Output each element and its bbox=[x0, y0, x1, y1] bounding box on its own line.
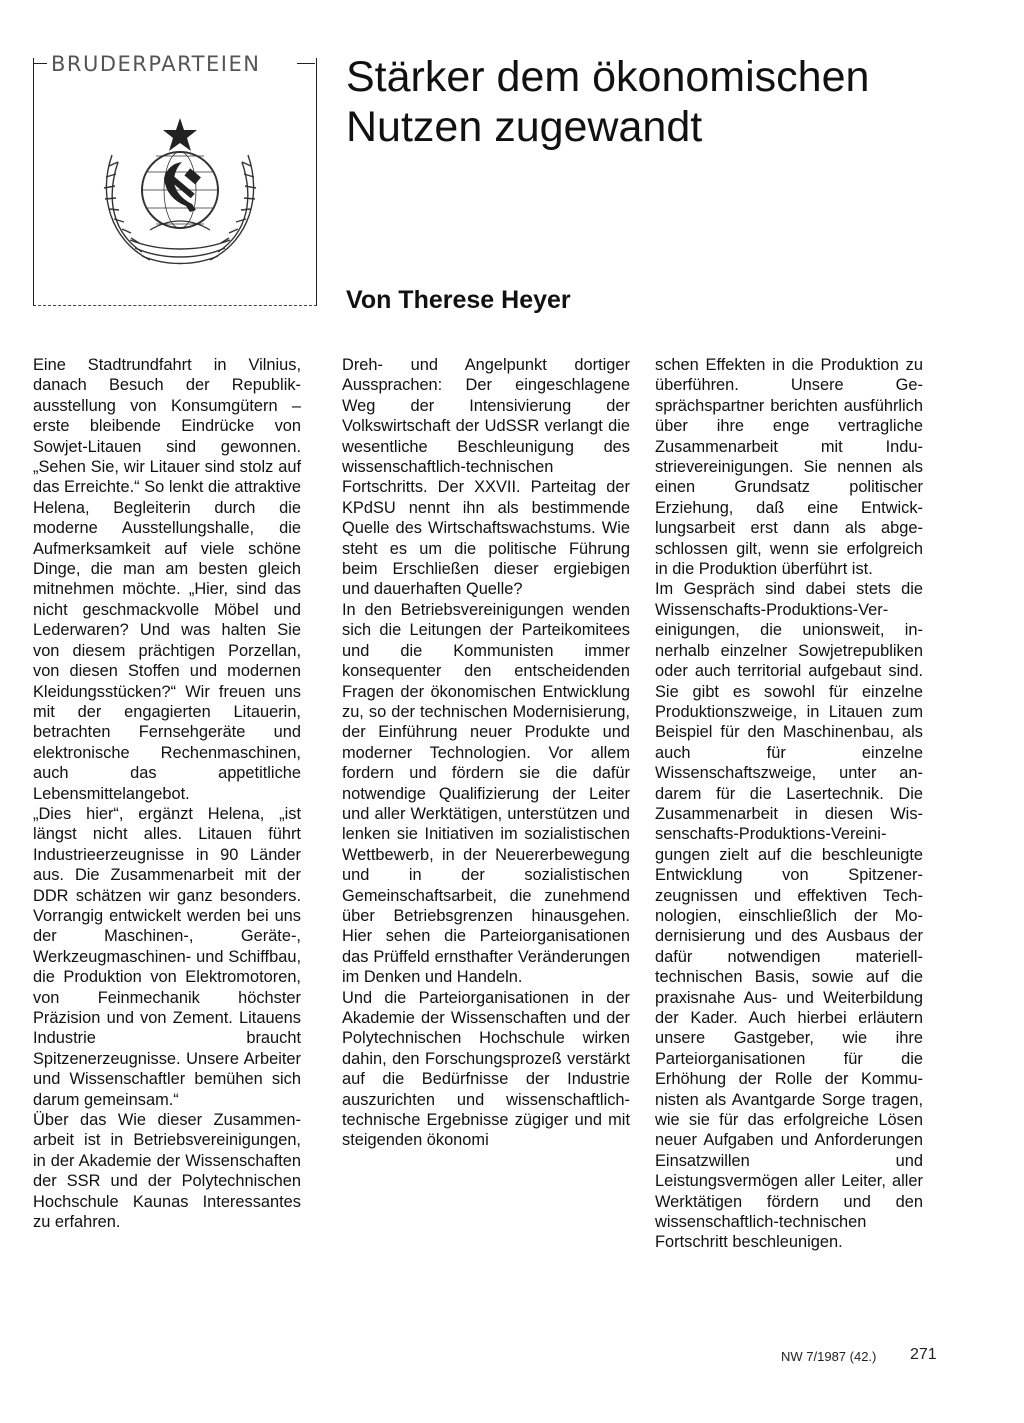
rubric-frame-line bbox=[33, 63, 47, 64]
paragraph: Über das Wie dieser Zusammenarbeit ist in Betriebsvereinigungen, in der Akademie der Wissenschaften der SSR und der Polytechnischen Hochschule Kaunas Interessantes zu erfahren. bbox=[33, 1111, 301, 1232]
article-headline bbox=[346, 52, 986, 152]
paragraph: schen Effekten in die Produktion zu überführen. Unsere Gesprächspartner berichten ausführlich über ihre enge vertragliche Zusammenarbeit mit Industrievereinigungen. Sie nennen als einen Grundsatz politischer Erziehung, daß eine Entwicklungsarbeit erst dann als abgeschlossen gilt, wenn sie erfolgreich in die Produktion überführt ist. bbox=[655, 356, 923, 579]
paragraph: Eine Stadtrundfahrt in Vilnius, danach Besuch der Republikausstellung von Konsumgütern – erste bleibende Eindrücke von Sowjet-Litauen sind gewonnen. „Sehen Sie, wir Litauer sind stolz auf das Erreichte.“ So lenkt die attraktive Helena, Begleiterin durch die moderne Ausstellungshalle, die Aufmerksamkeit auf viele schöne Dinge, die man am besten gleich mitnehmen möchte. „Hier, sind das nicht geschmackvolle Möbel und Lederwaren? Und was halten Sie von diesem prächtigen Porzellan, von diesen Stoffen und modernen Kleidungsstücken?“ Wir freuen uns mit der engagierten Litauerin, betrachten Fernsehgeräte und elektronische Rechenmaschinen, auch das appetitliche Lebensmittelangebot. bbox=[33, 356, 301, 803]
headline-line: Stärker dem ökonomischen bbox=[346, 53, 870, 101]
paragraph: Dreh- und Angelpunkt dortiger Aussprachen: Der eingeschlagene Weg der Intensivierung der Volkswirtschaft der UdSSR verlangt die wesentliche Beschleunigung des wissenschaftlich-technischen Fortschritts. Der XXVII. Parteitag der KPdSU nennt ihn als bestimmende Quelle des Wirtschaftswachstums. Wie steht es um die politische Führung beim Erschließen dieser ergiebigen und dauerhaften Quelle? bbox=[342, 356, 630, 599]
rubric-label: BRUDERPARTEIEN bbox=[51, 52, 261, 76]
paragraph: In den Betriebsvereinigungen wenden sich die Leitungen der Parteikomitees und die Kommunisten immer konsequenter den entscheidenden Fragen der ökonomischen Entwicklung zu, so der technischen Modernisierung, der Einführung neuer Produkte und moderner Technologien. Vor allem fordern und fördern sie die dafür notwendige Qualifizierung der Leiter und aller Werktätigen, unterstützen und lenken sie Initiativen im sozialistischen Wettbewerb, in der Neuererbewegung und in der sozialistischen Gemeinschaftsarbeit, die zunehmend über Betriebsgrenzen hinausgehen. Hier sehen die Parteiorganisationen das Prüffeld ernsthafter Veränderungen im Denken und Handeln. bbox=[342, 600, 630, 987]
text-column-2 bbox=[342, 355, 630, 1151]
headline-line: Nutzen zugewandt bbox=[346, 103, 703, 151]
soviet-state-emblem-icon bbox=[90, 100, 270, 275]
article-author: Von Therese Heyer bbox=[346, 286, 571, 314]
paragraph: „Dies hier“, ergänzt Helena, „ist längst nicht alles. Litauen führt Industrieerzeugnisse in 90 Länder aus. Die Zusammenarbeit mit der DDR schätzen wir ganz besonders. Vorrangig entwickelt werden bei uns der Maschinen-, Geräte-, Werkzeugmaschinen- und Schiffbau, die Produktion von Elektromotoren, von Feinmechanik höchster Präzision und von Zement. Litauens Industrie braucht Spitzenerzeugnisse. Unsere Arbeiter und Wissenschaftler bemühen sich darum gemeinsam.“ bbox=[33, 804, 301, 1109]
text-column-3 bbox=[655, 355, 923, 1253]
page-number: 271 bbox=[910, 1346, 937, 1363]
rubric-frame-line bbox=[297, 63, 315, 64]
paragraph: Im Gespräch sind dabei stets die Wissenschafts-Produktions-Vereinigungen, die unionsweit, innerhalb einzelner Sowjetrepubliken oder auch territorial aufgebaut sind. Sie gibt es sowohl für einzelne Produktionszweige, in Litauen zum Beispiel für den Maschinenbau, als auch für einzelne Wissenschaftszweige, unter andarem für die Lasertechnik. Die Zusammenarbeit in diesen Wissenschafts-Produktions-Vereinigungen zielt auf die beschleunigte Entwicklung von Spitzenerzeugnissen und effektiven Technologien, einschließlich der Modernisierung und des Ausbaus der dafür notwendigen materiell-technischen Basis, sowie auf die praxisnahe Aus- und Weiterbildung der Kader. Auch hierbei erläutern unsere Gastgeber, wie ihre Parteiorganisationen für die Erhöhung der Rolle der Kommunisten als Avantgarde Sorge tragen, wie sie für das erfolgreiche Lösen neuer Aufgaben und Anforderungen Einsatzwillen und Leistungsvermögen aller Leiter, aller Werktätigen fördern und den wissenschaftlich-technischen Fortschritt beschleunigen. bbox=[655, 580, 923, 1252]
paragraph: Und die Parteiorganisationen in der Akademie der Wissenschaften und der Polytechnischen Hochschule wirken dahin, den Forschungsprozeß verstärkt auf die Bedürfnisse der Industrie auszurichten und wissenschaftlich-technische Ergebnisse zügiger und mit steigenden ökonomi bbox=[342, 988, 630, 1150]
issue-reference: NW 7/1987 (42.) bbox=[781, 1349, 877, 1364]
text-column-1 bbox=[33, 355, 301, 1232]
